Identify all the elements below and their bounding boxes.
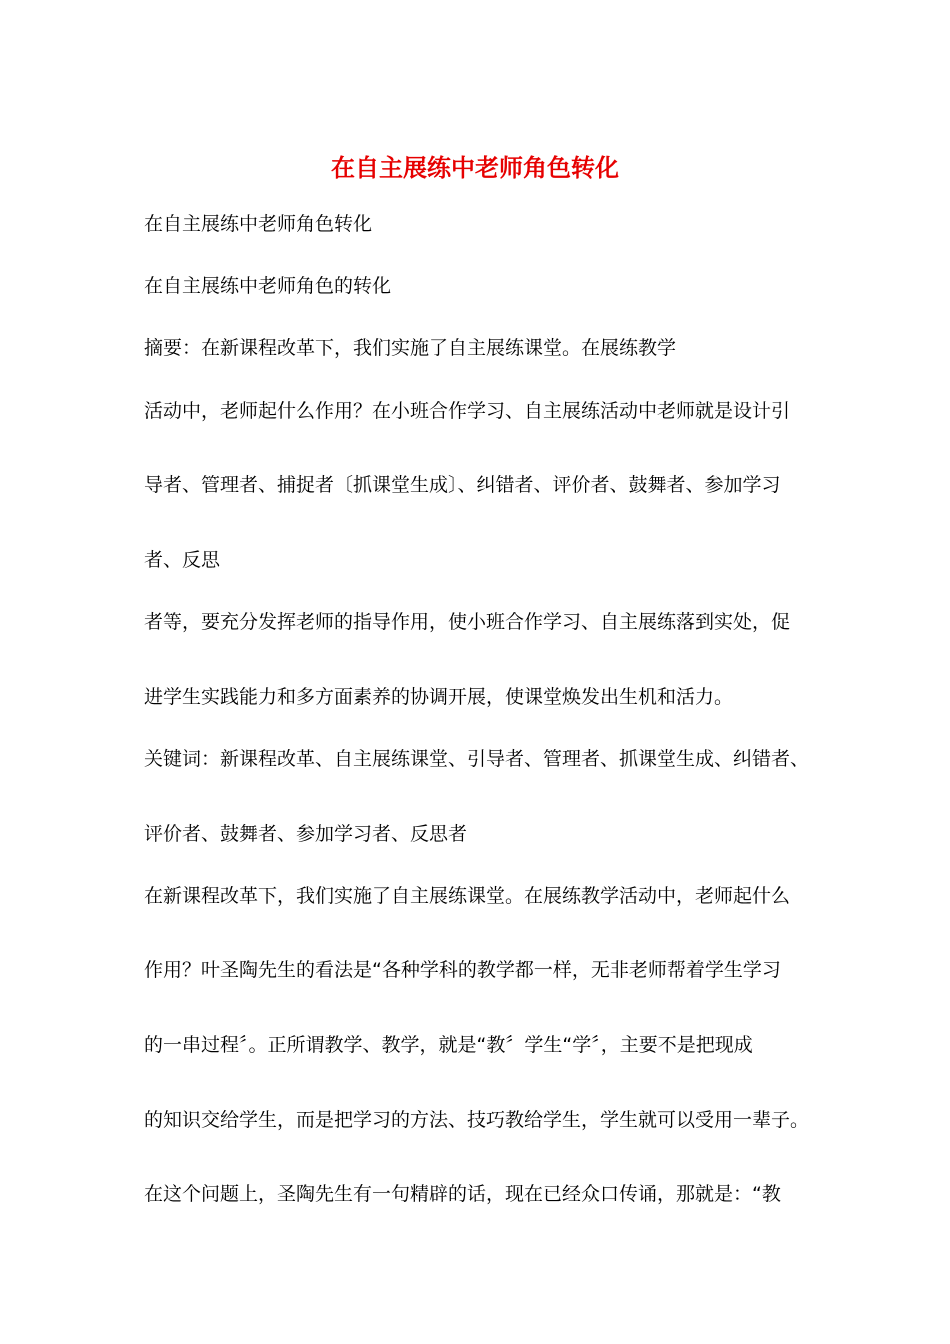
text-line: 摘要：在新课程改革下，我们实施了自主展练课堂。在展练教学 [144, 337, 677, 359]
text-line: 关键词：新课程改革、自主展练课堂、引导者、管理者、抓课堂生成、纠错者、 [144, 748, 810, 770]
text-line: 评价者、鼓舞者、参加学习者、反思者 [144, 823, 468, 845]
text-line: 活动中，老师起什么作用？在小班合作学习、自主展练活动中老师就是设计引 [144, 400, 791, 422]
text-line: 在自主展练中老师角色转化 [144, 213, 373, 235]
text-line: 者、反思 [144, 549, 221, 571]
text-line: 在这个问题上，圣陶先生有一句精辟的话，现在已经众口传诵，那就是：“教 [144, 1183, 781, 1205]
text-line: 进学生实践能力和多方面素养的协调开展，使课堂焕发出生机和活力。 [144, 686, 734, 708]
text-line: 在新课程改革下，我们实施了自主展练课堂。在展练教学活动中，老师起什么 [144, 885, 791, 907]
text-line: 的知识交给学生，而是把学习的方法、技巧教给学生，学生就可以受用一辈子。 [144, 1109, 810, 1131]
text-line: 的一串过程〞。正所谓教学、教学，就是“教〞学生“学〞，主要不是把现成 [144, 1034, 753, 1056]
text-line: 在自主展练中老师角色的转化 [144, 275, 392, 297]
text-line: 作用？叶圣陶先生的看法是“各种学科的教学都一样，无非老师帮着学生学习 [144, 959, 781, 981]
text-line: 导者、管理者、捕捉者〔抓课堂生成〕、纠错者、评价者、鼓舞者、参加学习 [144, 474, 781, 496]
text-line: 者等，要充分发挥老师的指导作用，使小班合作学习、自主展练落到实处，促 [144, 611, 791, 633]
document-title: 在自主展练中老师角色转化 [331, 154, 619, 182]
